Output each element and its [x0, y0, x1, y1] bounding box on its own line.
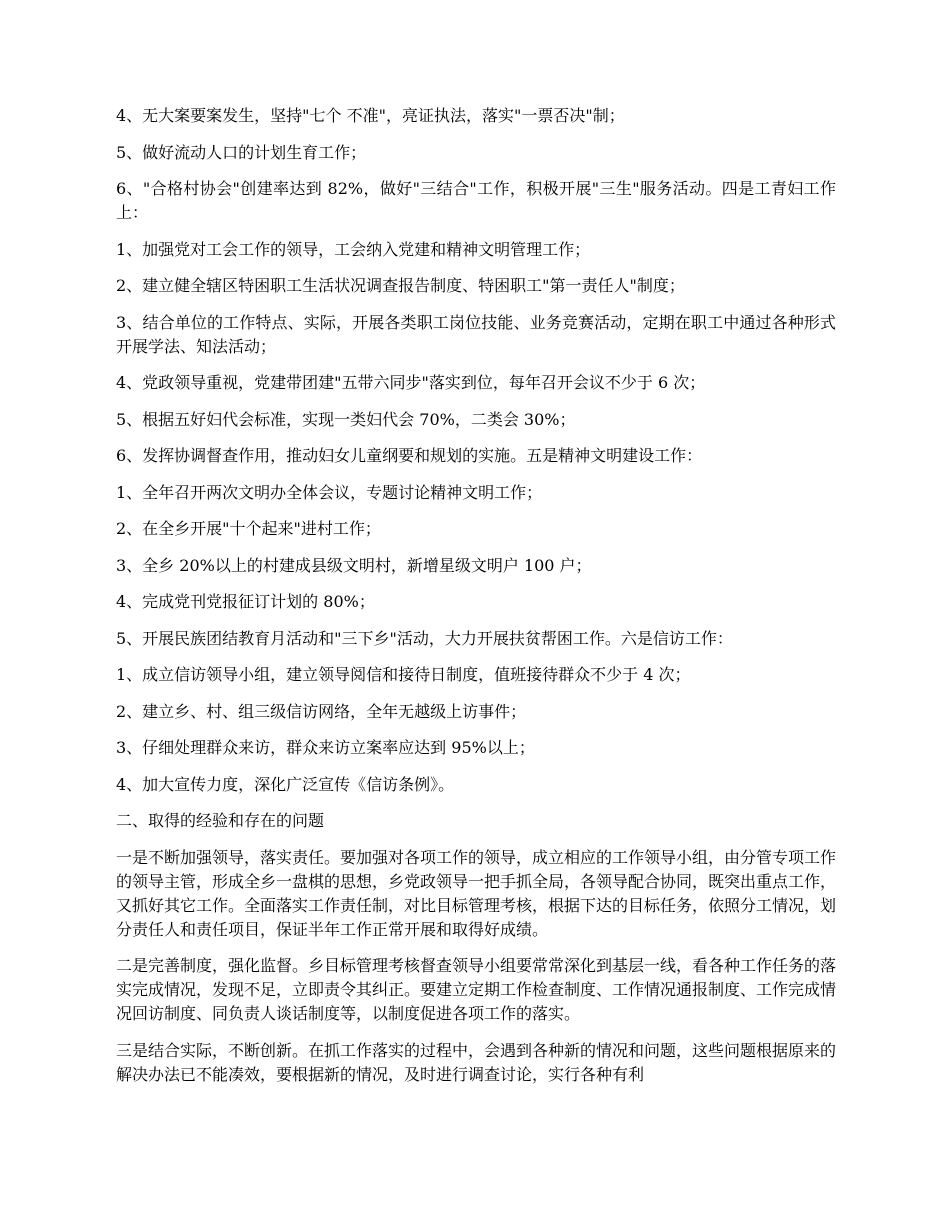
paragraph: 2、在全乡开展"十个起来"进村工作； [116, 519, 381, 538]
paragraph: 4、完成党刊党报征订计划的 80%； [116, 592, 375, 611]
paragraph: 3、结合单位的工作特点、实际，开展各类职工岗位技能、业务竞赛活动，定期在职工中通过各种形式开展学法、知法活动； [116, 312, 836, 356]
paragraph: 4、党政领导重视，党建带团建"五带六同步"落实到位，每年召开会议不少于 6 次； [116, 373, 706, 392]
paragraph: 1、成立信访领导小组，建立领导阅信和接待日制度，值班接待群众不少于 4 次； [116, 665, 691, 684]
paragraph: 6、发挥协调督查作用，推动妇女儿童纲要和规划的实施。五是精神文明建设工作： [116, 446, 703, 465]
paragraph: 5、开展民族团结教育月活动和"三下乡"活动，大力开展扶贫帮困工作。六是信访工作： [116, 628, 733, 648]
paragraph: 5、根据五好妇代会标准，实现一类妇代会 70%，二类会 30%； [116, 409, 576, 429]
paragraph: 3、全乡 20%以上的村建成县级文明村，新增星级文明户 100 户； [116, 555, 592, 575]
document-page [116, 104, 836, 1099]
paragraph: 4、无大案要案发生，坚持"七个 不准"，亮证执法，落实"一票否决"制； [116, 106, 625, 125]
section-heading: 二、取得的经验和存在的问题 [116, 811, 325, 830]
paragraph: 2、建立乡、村、组三级信访网络，全年无越级上访事件； [116, 701, 527, 721]
paragraph: 4、加大宣传力度，深化广泛宣传《信访条例》。 [116, 774, 455, 794]
paragraph: 1、全年召开两次文明办全体会议，专题讨论精神文明工作； [116, 482, 543, 502]
paragraph: 5、做好流动人口的计划生育工作； [116, 142, 367, 162]
paragraph: 3、仔细处理群众来访，群众来访立案率应达到 95%以上； [116, 738, 535, 757]
paragraph: 二是完善制度，强化监督。乡目标管理考核督查领导小组要常常深化到基层一线，看各种工作任务的落实完成情况，发现不足，立即责令其纠正。要建立定期工作检查制度、工作情况通报制度、工作完成情况回访制度、同负责人谈话制度等，以制度促进各项工作的落实。 [116, 956, 837, 1023]
paragraph: 一是不断加强领导，落实责任。要加强对各项工作的领导，成立相应的工作领导小组，由分管专项工作的领导主管，形成全乡一盘棋的思想，乡党政领导一把手抓全局，各领导配合协同，既突出重点工作，又抓好其它工作。全面落实工作责任制，对比目标管理考核，根据下达的目标任务，依照分工情况，划分责任人和责任项目，保证半年工作正常开展和取得好成绩。 [116, 847, 837, 939]
paragraph: 2、建立健全辖区特困职工生活状况调查报告制度、特困职工"第一责任人"制度； [116, 276, 685, 295]
paragraph: 6、"合格村协会"创建率达到 82%，做好"三结合"工作，积极开展"三生"服务活动。四是工青妇工作上： [116, 179, 836, 222]
paragraph: 三是结合实际，不断创新。在抓工作落实的过程中，会遇到各种新的情况和问题，这些问题根据原来的解决办法已不能凑效，要根据新的情况，及时进行调查讨论，实行各种有利 [116, 1040, 837, 1084]
paragraph: 1、加强党对工会工作的领导，工会纳入党建和精神文明管理工作； [116, 239, 591, 259]
